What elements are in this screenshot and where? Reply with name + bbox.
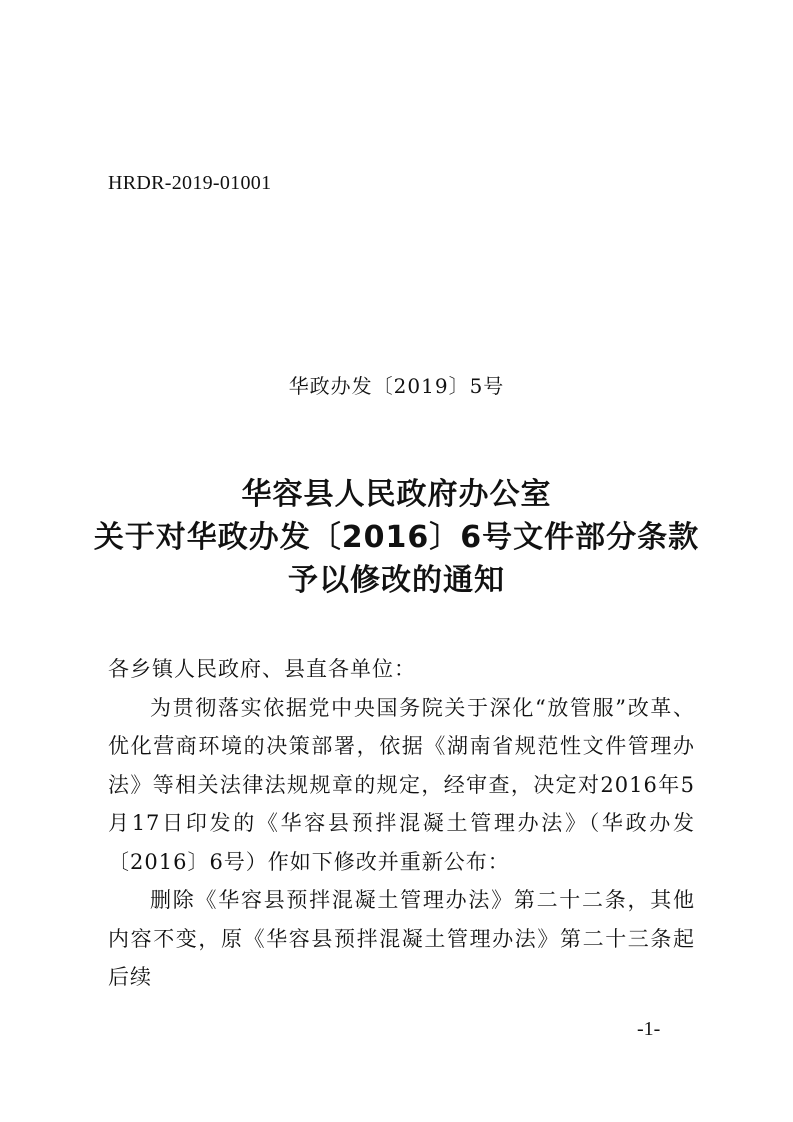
body-paragraph-2: 删除《华容县预拌混凝土管理办法》第二十二条，其他内容不变，原《华容县预拌混凝土管理办法》第二十三条起后续 (108, 888, 695, 989)
body-paragraph-1: 为贯彻落实依据党中央国务院关于深化“放管服”改革、优化营商环境的决策部署，依据《湖南省规范性文件管理办法》等相关法律法规规章的规定，经审查，决定对2016年5月17日印发的《华容县预拌混凝土管理办法》（华政办发〔2016〕6号）作如下修改并重新公布： (108, 695, 695, 874)
title-line-3: 予以修改的通知 (288, 563, 505, 598)
document-title (0, 473, 793, 602)
document-number: 华政办发〔2019〕5号 (288, 374, 505, 398)
salutation: 各乡镇人民政府、县直各单位： (108, 657, 416, 681)
document-code: HRDR-2019-01001 (108, 172, 272, 194)
title-line-2: 关于对华政办发〔2016〕6号文件部分条款 (93, 520, 700, 555)
title-line-1: 华容县人民政府办公室 (241, 477, 552, 512)
document-body (108, 650, 695, 997)
page-number: -1- (637, 1018, 661, 1040)
